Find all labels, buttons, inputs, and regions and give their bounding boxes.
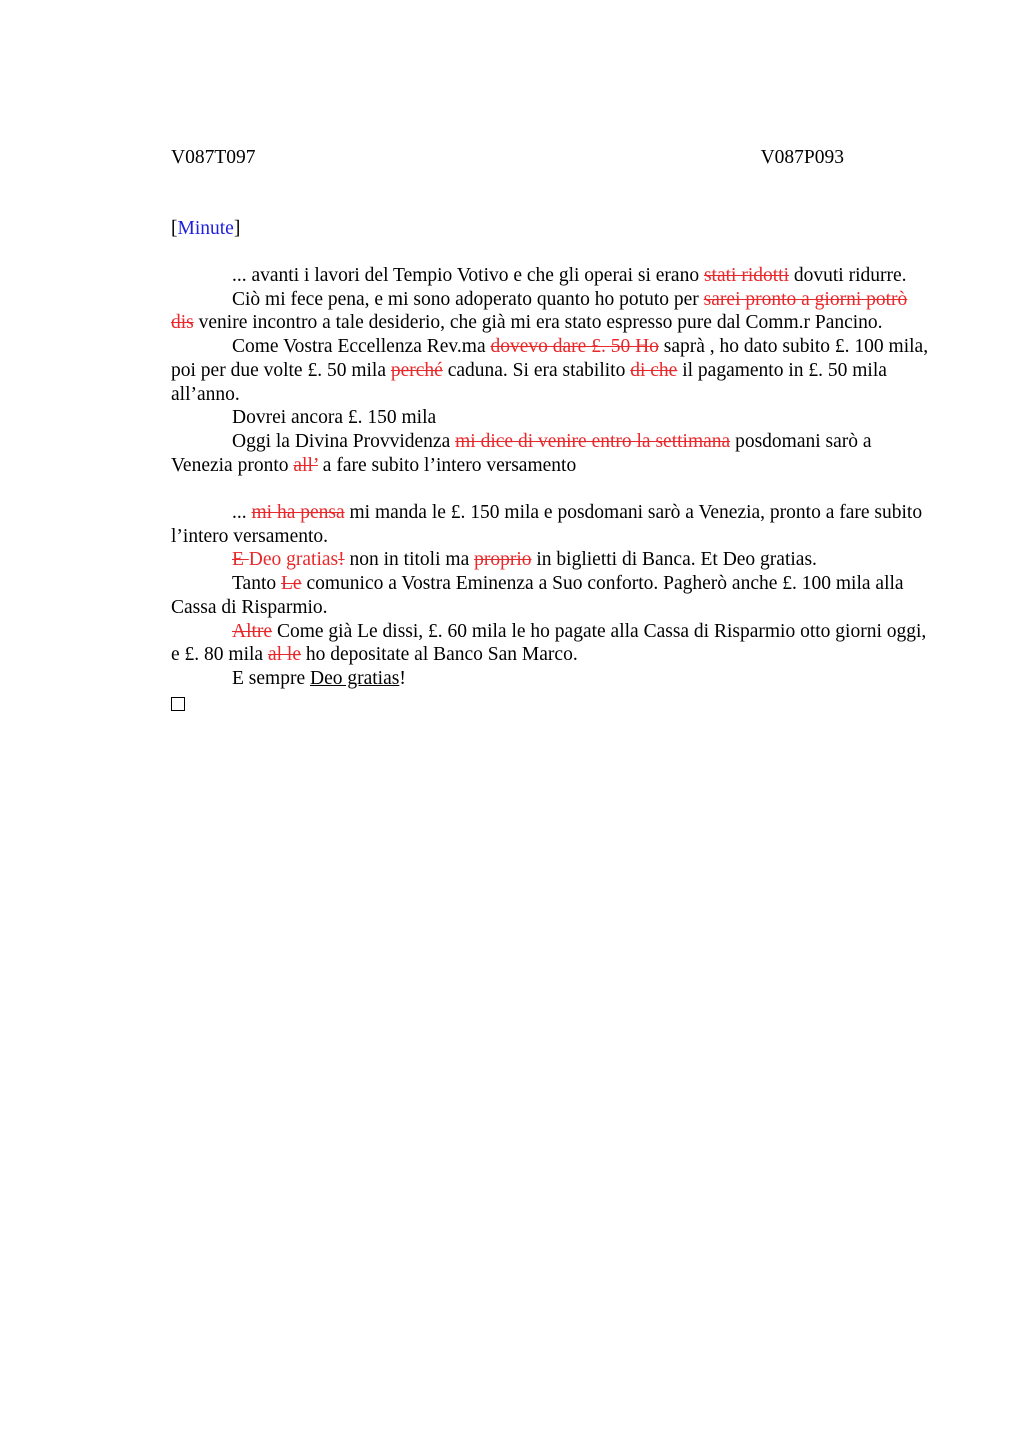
text-run: ! [399, 667, 406, 689]
section-heading [171, 217, 240, 241]
text-run: comunico a Vostra Eminenza a Suo conforto. Pagherò anche £. 100 mila alla Cassa di Risparmio. [171, 573, 904, 618]
underlined-text: Deo gratias [309, 667, 400, 689]
text-run: saprà , ho dato subito £. 100 mila, poi per due volte £. 50 mila [171, 336, 929, 381]
paragraph-9 [171, 620, 931, 667]
text-run: ... [232, 502, 252, 524]
paragraph-6 [171, 501, 931, 548]
paragraph-3 [171, 335, 931, 406]
text-run: in biglietti di Banca. Et Deo gratias. [531, 549, 817, 571]
text-run: Tanto [232, 573, 281, 595]
document-id-right: V087P093 [760, 147, 844, 168]
text-run: Come già Le dissi, £. 60 mila le ho pagate alla Cassa di Risparmio otto giorni oggi, e £. 80 mila [171, 620, 927, 666]
paragraph-10 [171, 667, 931, 691]
deleted-text: ! [338, 549, 345, 571]
text-run: mi manda le £. 150 mila e posdomani sarò a Venezia, pronto a fare subito l’intero versamento. [171, 502, 923, 547]
deleted-text: Altre [232, 620, 273, 642]
document-identifiers [171, 145, 844, 171]
deleted-text: al le [267, 644, 301, 666]
deleted-text: di che [630, 359, 678, 381]
deleted-text: proprio [474, 549, 532, 571]
text-run: ho depositate al Banco San Marco. [300, 644, 578, 666]
deleted-text: perché [390, 359, 443, 381]
heading-label-link[interactable]: Minute [177, 218, 234, 239]
deleted-underlined-text: Deo gratias [248, 549, 339, 571]
text-run: non in titoli ma [344, 549, 475, 571]
deleted-text: mi ha pensa [251, 502, 345, 524]
text-run: ... avanti i lavori del Tempio Votivo e che gli operai si erano [232, 265, 704, 286]
deleted-text: sarei pronto a giorni potrò dis [171, 288, 908, 334]
text-run: Come Vostra Eccellenza Rev.ma [232, 336, 491, 358]
deleted-text: Le [281, 573, 302, 595]
deleted-text: stati ridotti [703, 265, 789, 286]
paragraph-2 [171, 288, 931, 335]
heading-close-bracket: ] [233, 218, 241, 239]
text-run: Oggi la Divina Provvidenza [232, 430, 456, 452]
text-run: caduna. Si era stabilito [442, 359, 631, 381]
text-run: posdomani sarò a Venezia pronto [171, 430, 872, 476]
paragraph-8 [171, 572, 931, 619]
paragraph-5 [171, 430, 931, 477]
heading-open-bracket: [ [171, 218, 178, 239]
paragraph-7 [171, 548, 931, 572]
document-id-left: V087T097 [171, 147, 256, 168]
deleted-text: all’ [293, 454, 318, 476]
letter-body [171, 264, 931, 717]
empty-square-icon [171, 697, 185, 711]
text-run: venire incontro a tale desiderio, che già mi era stato espresso pure dal Comm.r Pancino. [193, 312, 883, 334]
deleted-text: dovevo dare £. 50 Ho [490, 336, 659, 358]
deleted-text: mi dice di venire entro la settimana [455, 430, 731, 452]
text-run: E sempre [232, 667, 310, 689]
paragraph-4 [171, 406, 931, 430]
deleted-text: E [232, 549, 249, 571]
text-run: Ciò mi fece pena, e mi sono adoperato quanto ho potuto per [232, 288, 704, 310]
text-run: dovuti ridurre. [789, 265, 907, 286]
end-marker [171, 691, 931, 718]
text-run: a fare subito l’intero versamento [317, 454, 577, 476]
paragraph-1 [171, 264, 931, 288]
text-run: Dovrei ancora £. 150 mila [232, 407, 437, 429]
text-run: il pagamento in £. 50 mila all’anno. [171, 359, 887, 405]
